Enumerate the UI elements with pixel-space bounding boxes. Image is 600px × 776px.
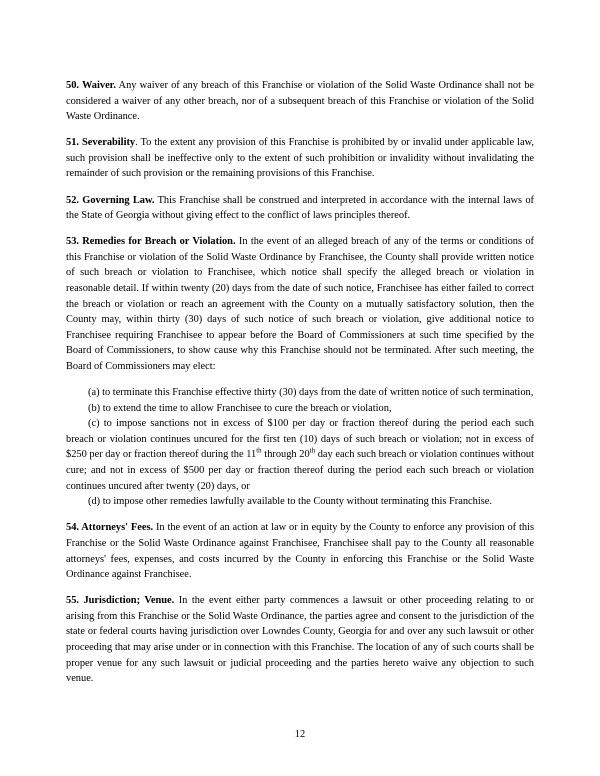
page-number: 12 [294, 729, 306, 740]
paragraph-55-heading: 55. Jurisdiction; Venue. [66, 595, 175, 607]
paragraph-54-text: In the event of an action at law or in equity by the County to enforce any provision of this Franchise or the Solid Waste Ordinance against Franchisee, Franchisee shall pay to the County all reasonable attorneys' fees, expenses, and costs incurred by the County in enforcing this Franchise or the Solid Waste Ordinance against Franchisee. [66, 522, 534, 581]
sub-item-c-ordinal-2: th [309, 447, 316, 455]
sub-item-c-text-3: day each such breach or violation continues without cure; and not in excess of $500 per day or fraction thereof during the period each such breach or violation continues uncured after twenty (20) days, or [66, 449, 535, 492]
sub-item-c-text-2: through 20 [261, 449, 310, 461]
paragraph-50-text: Any waiver of any breach of this Franchise or violation of the Solid Waste Ordinance shall not be considered a waiver of any other breach, nor of a subsequent breach of this Franchise or violation of the Solid Waste Ordinance. [66, 80, 535, 123]
sub-item-c-text-1: (c) to impose sanctions not in excess of $100 per day or fraction thereof during the period each such breach or violation continues uncured for the first ten (10) days of such breach or violation; not in excess of $250 per day or fraction thereof during the 11 [66, 418, 534, 461]
paragraph-52 [66, 193, 534, 224]
paragraph-54 [66, 520, 534, 582]
sub-item-b: (b) to extend the time to allow Franchisee to cure the breach or violation, [88, 402, 392, 414]
sub-item-c-ordinal-1: th [256, 447, 262, 455]
sub-item-a: (a) to terminate this Franchise effective thirty (30) days from the date of written notice of such termination, [88, 387, 534, 399]
paragraph-50 [66, 78, 534, 125]
paragraph-51 [66, 135, 534, 182]
paragraph-52-heading: 52. Governing Law. [66, 194, 155, 206]
sub-item-d: (d) to impose other remedies lawfully available to the County without terminating this Franchise. [88, 496, 492, 508]
paragraph-52-text: This Franchise shall be construed and interpreted in accordance with the internal laws of the State of Georgia without giving effect to the conflict of laws principles thereof. [66, 194, 534, 222]
paragraph-55-text: In the event either party commences a lawsuit or other proceeding relating to or arising from this Franchise or the Solid Waste Ordinance, the parties agree and consent to the jurisdiction of the state or federal courts having jurisdiction over Lowndes County, Georgia for and over any such lawsuit or other proceeding that may arise under or in connection with this Franchise. The location of any of such courts shall be proper venue for any such lawsuit or judicial proceeding and the parties hereto waive any objection to such venue. [66, 595, 535, 685]
paragraph-50-heading: 50. Waiver. [66, 80, 116, 91]
document-body [66, 78, 534, 687]
paragraph-53-heading: 53. Remedies for Breach or Violation. [66, 236, 236, 248]
paragraph-54-heading: 54. Attorneys' Fees. [66, 522, 154, 534]
sub-item-c [66, 416, 534, 494]
paragraph-53-text: In the event of an alleged breach of any of the terms or conditions of this Franchise or violation of the Solid Waste Ordinance by Franchisee, the County shall provide written notice of such breach or violation to Franchisee, which notice shall specify the alleged breach or violation in reasonable detail. If within twenty (20) days from the date of such notice, Franchisee has either failed to correct the breach or violation or reach an agreement with the County on a mutually satisfactory solution, then the County may, within thirty (30) days of such notice of such breach or violation, give additional notice to Franchisee requiring Franchisee to appear before the Board of Commissioners at such time specified by the Board of Commissioners, to show cause why this Franchise should not be terminated. After such meeting, the Board of Commissioners may elect: [66, 236, 534, 372]
paragraph-53 [66, 234, 534, 374]
paragraph-51-text: . To the extent any provision of this Franchise is prohibited by or invalid under applicable law, such provision shall be ineffective only to the extent of such prohibition or invalidity without invalidating the remainder of such provision or the remaining provisions of this Franchise. [66, 137, 535, 180]
paragraph-55 [66, 593, 534, 687]
paragraph-51-heading: 51. Severability [66, 137, 136, 149]
